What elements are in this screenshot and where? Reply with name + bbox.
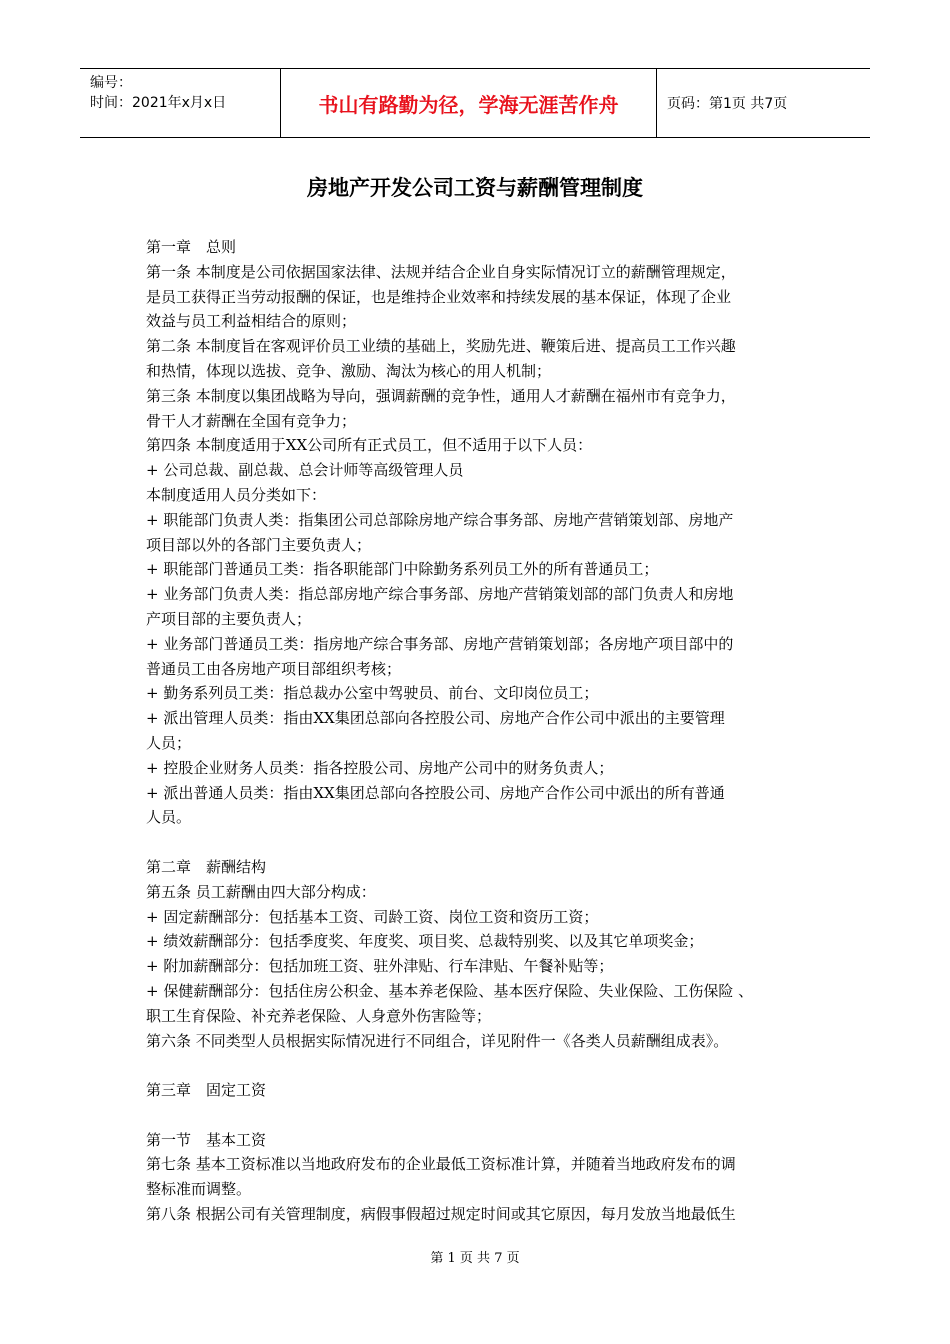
header-motto: 书山有路勤为径，学海无涯苦作舟 (281, 69, 657, 137)
body-line: 骨干人才薪酬在全国有竞争力； (146, 411, 357, 430)
body-line: 职工生育保险、补充养老保险、人身意外伤害险等； (146, 1006, 492, 1025)
document-body (146, 235, 816, 1227)
body-line: 项目部以外的各部门主要负责人； (146, 535, 372, 554)
body-line: + 职能部门普通员工类：指各职能部门中除勤务系列员工外的所有普通员工； (146, 560, 659, 579)
header-meta-cell (80, 69, 281, 137)
time-label: 时间：2021年x月x日 (90, 95, 227, 111)
body-line: + 勤务系列员工类：指总裁办公室中驾驶员、前台、文印岗位员工； (146, 684, 599, 703)
body-line: 第三条 本制度以集团战略为导向，强调薪酬的竞争性，通用人才薪酬在福州市有竞争力， (146, 386, 736, 405)
body-line: 整标准而调整。 (146, 1180, 252, 1199)
body-line: 人员。 (146, 808, 192, 827)
document-title: 房地产开发公司工资与薪酬管理制度 (307, 176, 643, 200)
body-line: 第六条 不同类型人员根据实际情况进行不同组合，详见附件一《各类人员薪酬组成表》。 (146, 1031, 729, 1050)
body-line: 第八条 根据公司有关管理制度，病假事假超过规定时间或其它原因，每月发放当地最低生 (146, 1205, 736, 1224)
body-line: 和热情，体现以选拔、竞争、激励、淘汰为核心的用人机制； (146, 361, 552, 380)
blank-line (146, 830, 816, 855)
body-line: 人员； (146, 733, 192, 752)
number-label: 编号： (90, 75, 132, 91)
body-line: + 业务部门负责人类：指总部房地产综合事务部、房地产营销策划部的部门负责人和房地 (146, 585, 734, 604)
body-line: 产项目部的主要负责人； (146, 609, 312, 628)
body-line: + 控股企业财务人员类：指各控股公司、房地产公司中的财务负责人； (146, 758, 614, 777)
body-line: + 派出普通人员类：指由XX集团总部向各控股公司、房地产合作公司中派出的所有普通 (146, 783, 725, 802)
body-line: 第三章 固定工资 (146, 1081, 267, 1100)
body-line: + 业务部门普通员工类：指房地产综合事务部、房地产营销策划部；各房地产项目部中的 (146, 634, 734, 653)
body-line: + 职能部门负责人类：指集团公司总部除房地产综合事务部、房地产营销策划部、房地产 (146, 510, 734, 529)
body-line: 普通员工由各房地产项目部组织考核； (146, 659, 402, 678)
body-line: 本制度适用人员分类如下： (146, 485, 327, 504)
body-line: + 派出管理人员类：指由XX集团总部向各控股公司、房地产合作公司中派出的主要管理 (146, 709, 725, 728)
body-line: 是员工获得正当劳动报酬的保证，也是维持企业效率和持续发展的基本保证，体现了企业 (146, 287, 732, 306)
body-line: + 保健薪酬部分：包括住房公积金、基本养老保险、基本医疗保险、失业保险、工伤保险 、 (146, 981, 754, 1000)
page-footer: 第 1 页 共 7 页 (430, 1251, 520, 1266)
body-line: 第一节 基本工资 (146, 1130, 267, 1149)
blank-line (146, 1103, 816, 1128)
body-line: 第二章 薪酬结构 (146, 857, 267, 876)
body-line: 第四条 本制度适用于XX公司所有正式员工，但不适用于以下人员： (146, 436, 593, 455)
blank-line (146, 1053, 816, 1078)
body-line: 第二条 本制度旨在客观评价员工业绩的基础上，奖励先进、鞭策后进、提高员工工作兴趣 (146, 337, 736, 356)
body-line: 第七条 基本工资标准以当地政府发布的企业最低工资标准计算，并随着当地政府发布的调 (146, 1155, 736, 1174)
body-line: + 固定薪酬部分：包括基本工资、司龄工资、岗位工资和资历工资； (146, 907, 599, 926)
body-line: + 附加薪酬部分：包括加班工资、驻外津贴、行车津贴、午餐补贴等； (146, 957, 614, 976)
body-line: 第一条 本制度是公司依据国家法律、法规并结合企业自身实际情况订立的薪酬管理规定， (146, 262, 736, 281)
body-line: 第一章 总则 (146, 238, 237, 256)
header-page-info: 页码：第1页 共7页 (667, 96, 788, 112)
body-line: + 绩效薪酬部分：包括季度奖、年度奖、项目奖、总裁特别奖、以及其它单项奖金； (146, 932, 704, 951)
body-line: 第五条 员工薪酬由四大部分构成： (146, 882, 376, 901)
document-header (80, 68, 870, 138)
body-line: + 公司总裁、副总裁、总会计师等高级管理人员 (146, 461, 464, 480)
body-line: 效益与员工利益相结合的原则； (146, 312, 357, 331)
